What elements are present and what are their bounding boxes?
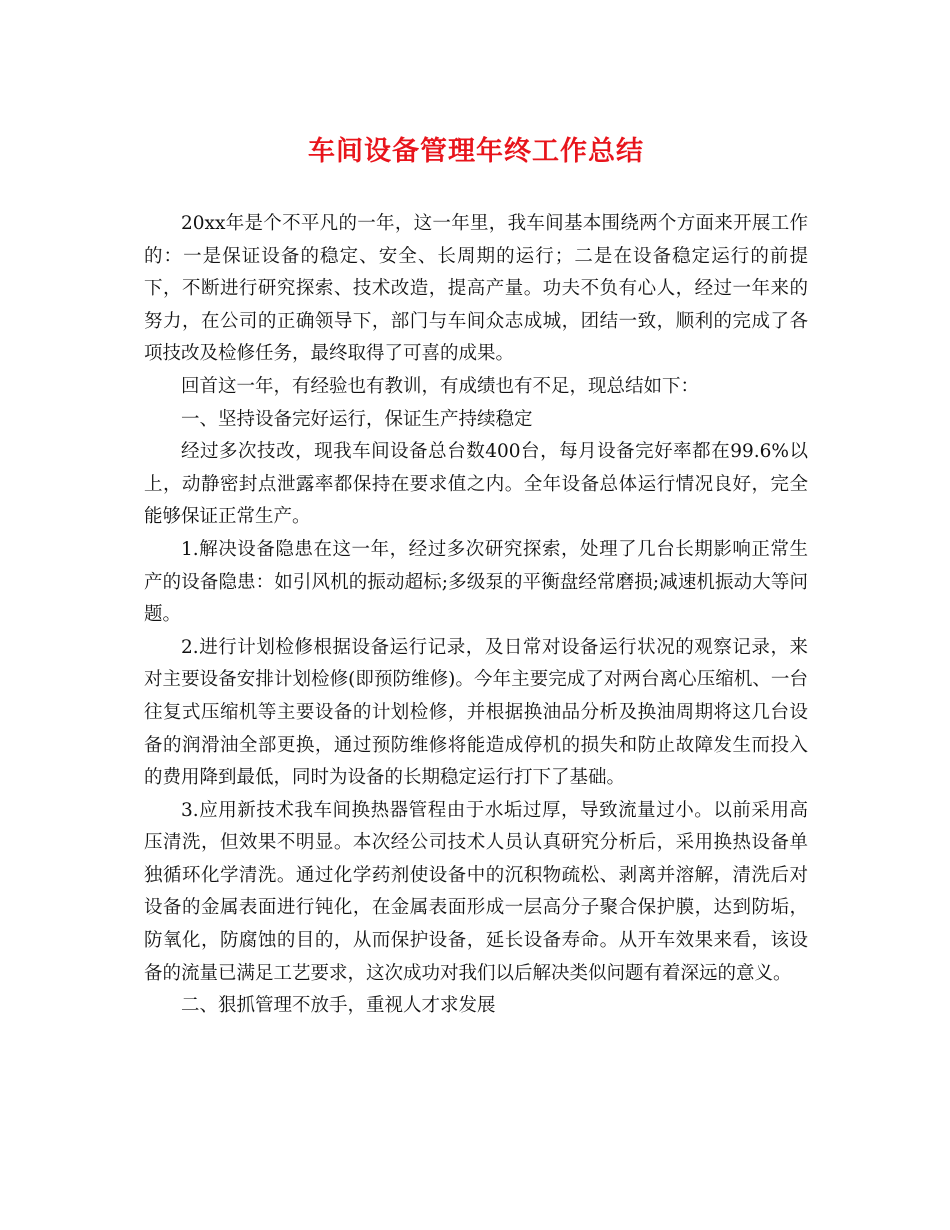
section-heading-2: 二、狠抓管理不放手，重视人才求发展 <box>181 995 496 1017</box>
paragraph-item-2: 2.进行计划检修根据设备运行记录，及日常对设备运行状况的观察记录，来对主要设备安排计划检修(即预防维修)。今年主要完成了对两台离心压缩机、一台往复式压缩机等主要设备的计划检修，并根据换油品分析及换油周期将这几台设备的润滑油全部更换，通过预防维修将能造成停机的损失和防止故障发生而投入的费用降到最低，同时为设备的长期稳定运行打下了基础。 <box>144 636 808 789</box>
document-body <box>144 208 808 1023</box>
section-heading-1: 一、坚持设备完好运行，保证生产持续稳定 <box>181 408 533 430</box>
paragraph-item-3: 3.应用新技术我车间换热器管程由于水垢过厚，导致流量过小。以前采用高压清洗，但效果不明显。本次经公司技术人员认真研究分析后，采用换热设备单独循环化学清洗。通过化学药剂使设备中的沉积物疏松、剥离并溶解，清洗后对设备的金属表面进行钝化，在金属表面形成一层高分子聚合保护膜，达到防垢，防氧化，防腐蚀的目的，从而保护设备，延长设备寿命。从开车效果来看，该设备的流量已满足工艺要求，这次成功对我们以后解决类似问题有着深远的意义。 <box>144 799 808 984</box>
paragraph-summary-lead: 回首这一年，有经验也有教训，有成绩也有不足，现总结如下： <box>181 375 700 397</box>
document-title: 车间设备管理年终工作总结 <box>308 136 644 167</box>
paragraph-equipment-status: 经过多次技改，现我车间设备总台数400台，每月设备完好率都在99.6%以上，动静密封点泄露率都保持在要求值之内。全年设备总体运行情况良好，完全能够保证正常生产。 <box>144 441 808 528</box>
paragraph-item-1: 1.解决设备隐患在这一年，经过多次研究探索，处理了几台长期影响正常生产的设备隐患：如引风机的振动超标;多级泵的平衡盘经常磨损;减速机振动大等问题。 <box>144 538 808 626</box>
paragraph-intro: 20xx年是个不平凡的一年，这一年里，我车间基本围绕两个方面来开展工作的：一是保证设备的稳定、安全、长周期的运行；二是在设备稳定运行的前提下，不断进行研究探索、技术改造，提高产量。功夫不负有心人，经过一年来的努力，在公司的正确领导下，部门与车间众志成城，团结一致，顺利的完成了各项技改及检修任务，最终取得了可喜的成果。 <box>144 213 808 365</box>
